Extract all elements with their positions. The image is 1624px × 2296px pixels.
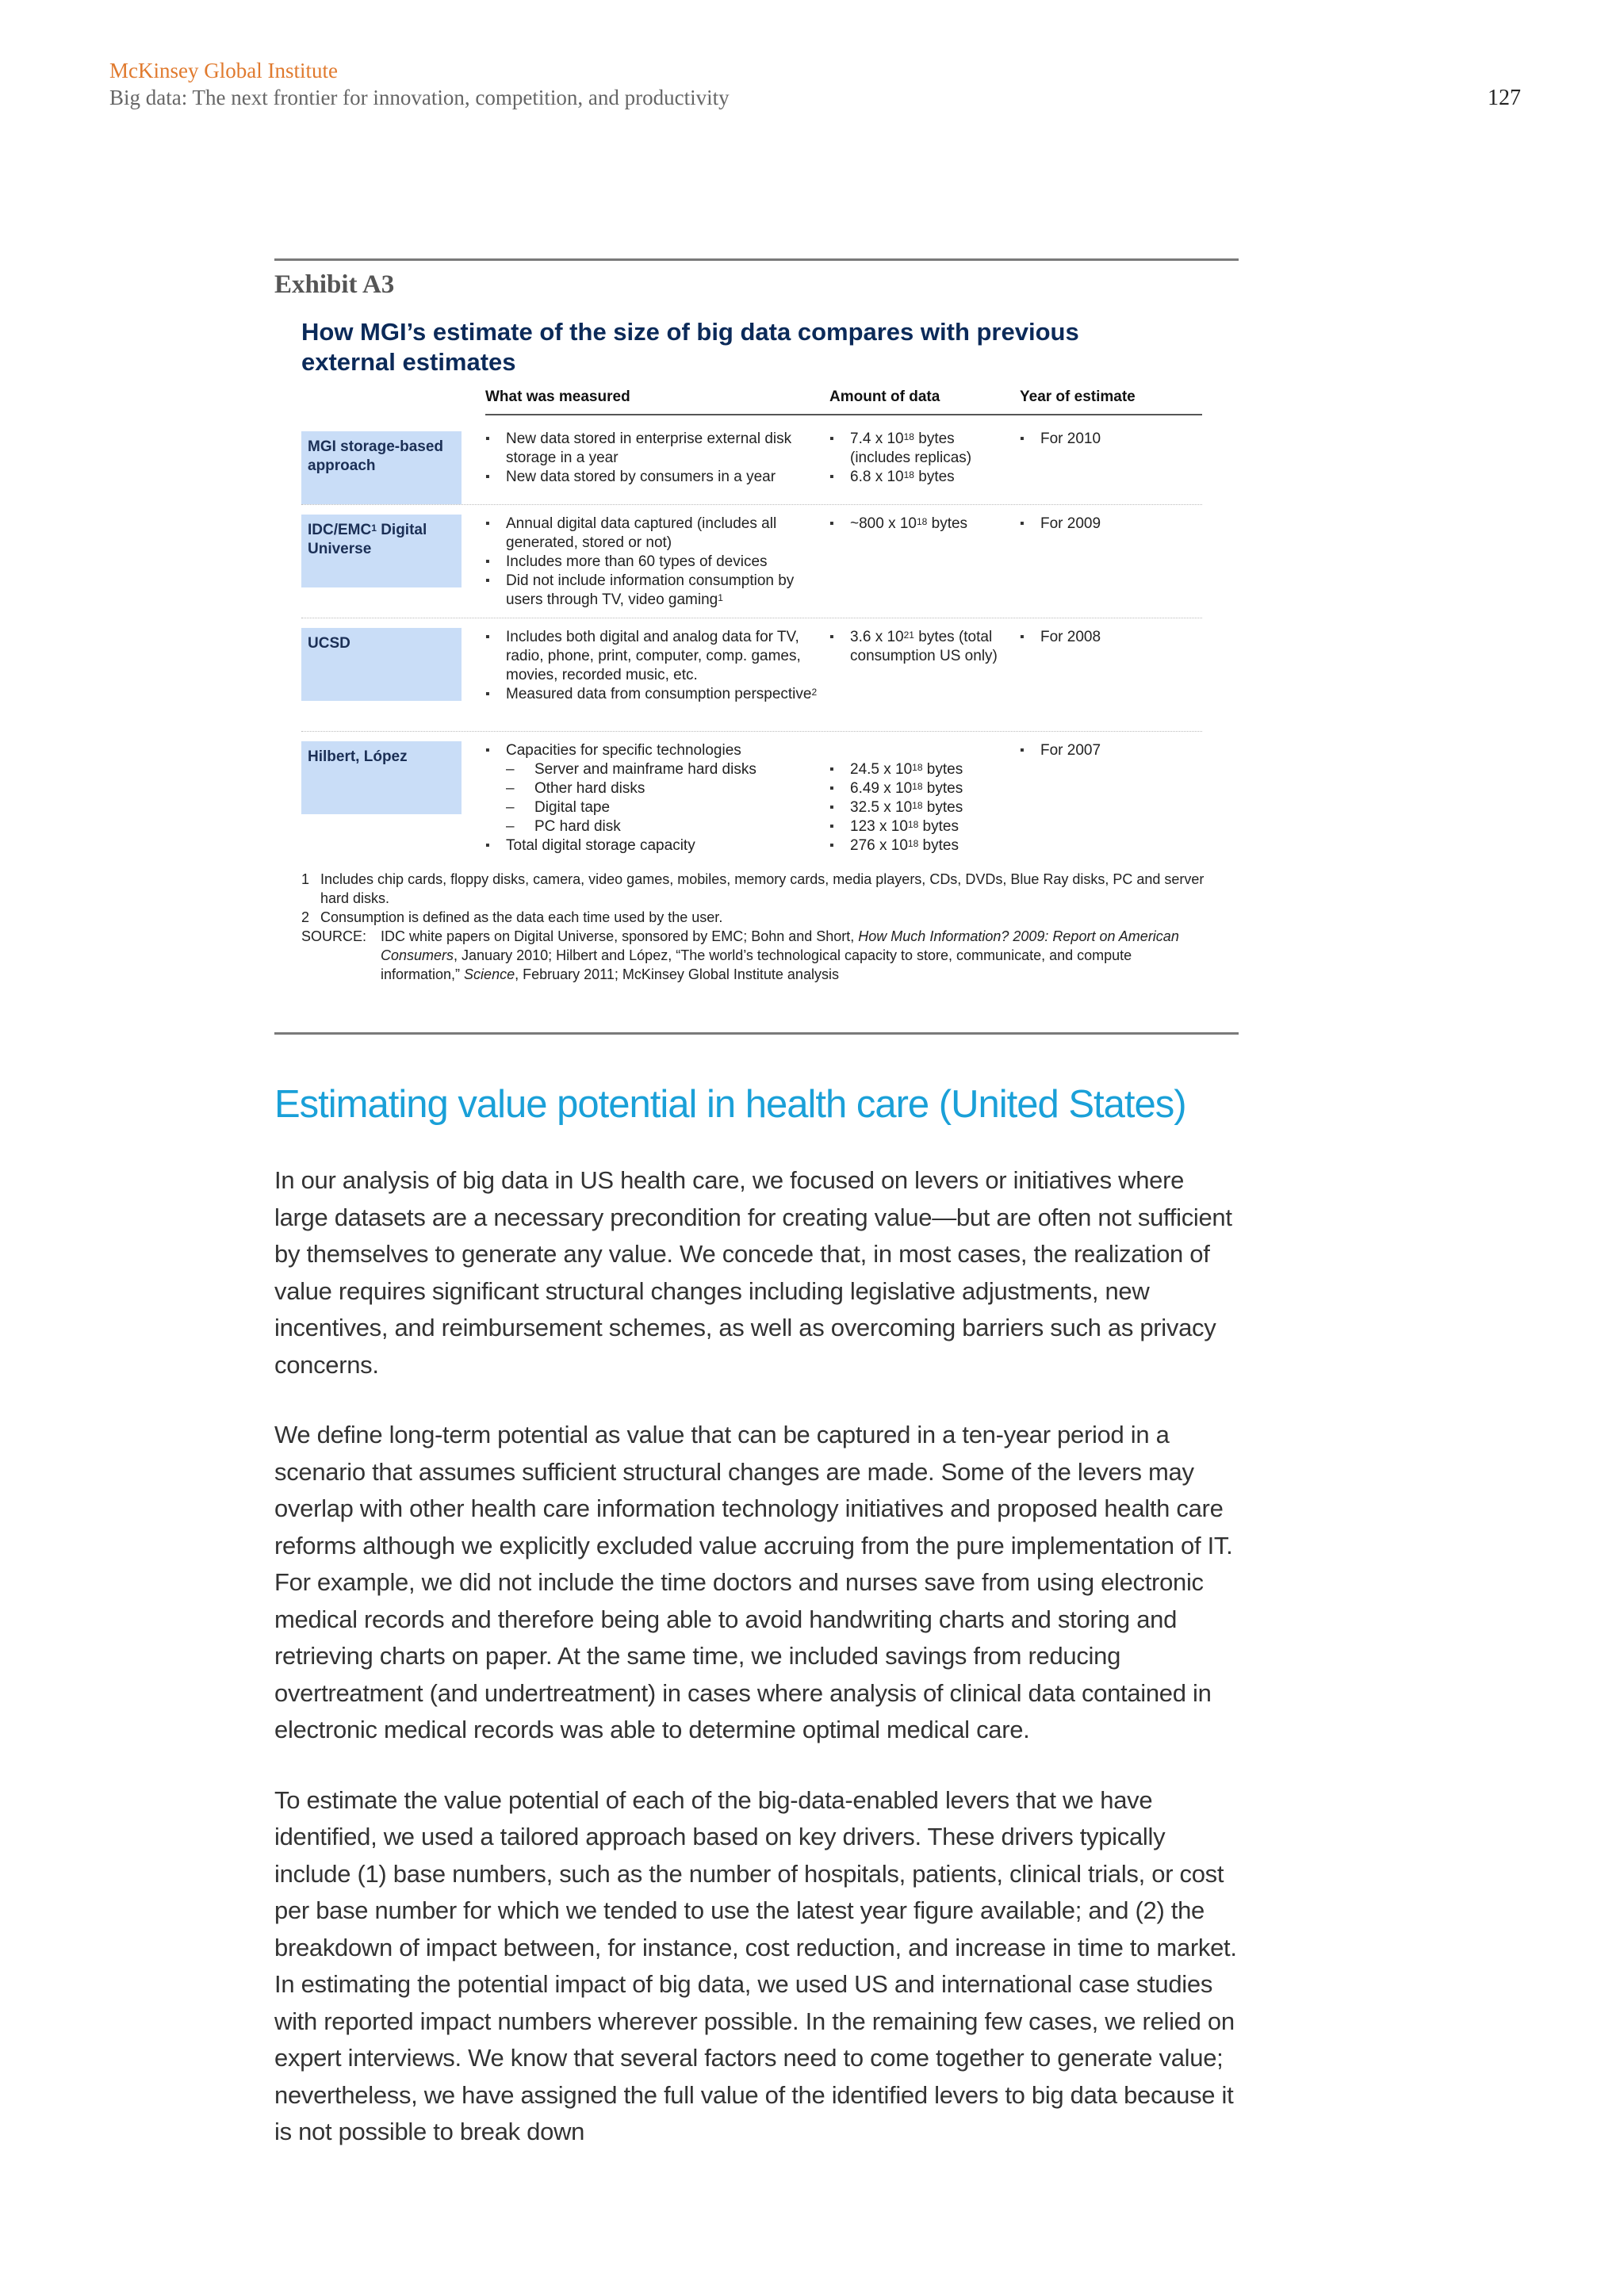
amount-cell: [829, 430, 1012, 487]
section-heading: Estimating value potential in health care (United States): [274, 1083, 1186, 1126]
footnote-2: 2 Consumption is defined as the data each time used by the user.: [301, 909, 723, 925]
table-row-hilbert-lopez: [301, 732, 1202, 860]
column-header-amount: Amount of data: [829, 388, 940, 405]
publisher-name: McKinsey Global Institute: [109, 59, 338, 82]
what-measured-cell: [485, 430, 818, 487]
list-item: ▪ New data stored by consumers in a year: [485, 468, 818, 487]
year-cell: [1020, 430, 1194, 449]
exhibit-title: How MGI’s estimate of the size of big data compares with previous external estimates: [301, 318, 1079, 376]
column-header-year: Year of estimate: [1020, 388, 1136, 405]
sub-list-item: – PC hard disk: [485, 817, 818, 836]
list-item: ▪ For 2007: [1020, 741, 1194, 760]
list-item: ▪ 123 x $10^{18}$ bytes: [829, 817, 1012, 836]
list-item: ▪ 24.5 x $10^{18}$ bytes: [829, 760, 1012, 779]
year-cell: [1020, 741, 1194, 760]
list-item: ▪ 32.5 x $10^{18}$ bytes: [829, 798, 1012, 817]
exhibit-a3: [274, 258, 1239, 984]
what-measured-cell: [485, 515, 818, 610]
amount-cell: [829, 515, 1012, 534]
table-row-idc-emc: [301, 505, 1202, 618]
paragraph: To estimate the value potential of each of the big-data-enabled levers that we have identified, we used a tailored approach based on key drivers. These drivers typically include (1) base numbers, such as the number of hospitals, patients, clinical trials, or cost per base number for which we tended to use the latest year figure available; and (2) the breakdown of impact between, for instance, cost reduction, and increase in time to market. In estimating the potential impact of big data, we used US and international case studies with reported impact numbers wherever possible. In the remaining few cases, we relied on expert interviews. We know that several factors need to come together to generate value; nevertheless, we have assigned the full value of the identified levers to big data because it is not possible to break down: [274, 1785, 1237, 2145]
source-note: SOURCE: IDC white papers on Digital Universe, sponsored by EMC; Bohn and Short, How Much Information? 2009: Report on American Consumers, January 2010; Hilbert and López, “The world’s technological capacity to store, communicate, and compute information,” Science, February 2011; McKinsey Global Institute analysis: [301, 928, 1179, 982]
list-item: ▪ Measured data from consumption perspective$^2$: [485, 685, 818, 704]
year-cell: [1020, 515, 1194, 534]
list-item: ▪ Annual digital data captured (includes all generated, stored or not): [485, 515, 818, 553]
sub-list-item: – Digital tape: [485, 798, 818, 817]
list-item: ▪ 276 x $10^{18}$ bytes: [829, 836, 1012, 855]
list-item: ▪ 3.6 x $10^{21}$ bytes (total consumption US only): [829, 628, 1012, 666]
list-item: ▪ 6.49 x $10^{18}$ bytes: [829, 779, 1012, 798]
paragraph: We define long-term potential as value that can be captured in a ten-year period in a scenario that assumes sufficient structural changes are made. Some of the levers may overlap with other health care information technology initiatives and proposed health care reforms although we explicitly excluded value accruing from the pure implementation of IT. For example, we did not include the time doctors and nurses save from using electronic medical records and therefore being able to avoid handwriting charts and storing and retrieving charts on paper. At the same time, we included savings from reducing overtreatment (and undertreatment) in cases where analysis of clinical data contained in electronic medical records was able to determine optimal medical care.: [274, 1421, 1233, 1743]
row-label: MGI storage-based approach: [301, 431, 462, 504]
table-row-mgi: [301, 415, 1202, 505]
sub-list-item: – Other hard disks: [485, 779, 818, 798]
column-header-what: What was measured: [485, 388, 630, 405]
body-text: [274, 1162, 1242, 2184]
exhibit-top-rule: [274, 258, 1239, 261]
what-measured-cell: [485, 741, 818, 855]
exhibit-footnotes: [301, 870, 1205, 984]
list-item: ▪ Includes both digital and analog data for TV, radio, phone, print, computer, comp. games, movies, recorded music, etc.: [485, 628, 818, 685]
list-item: ▪ ~800 x $10^{18}$ bytes: [829, 515, 1012, 534]
page-number: 127: [1488, 86, 1521, 110]
running-head: [109, 57, 1521, 111]
list-item: ▪ Capacities for specific technologies: [485, 741, 818, 760]
paragraph: In our analysis of big data in US health care, we focused on levers or initiatives where large datasets are a necessary precondition for creating value—but are often not sufficient by themselves to generate any value. We concede that, in most cases, the realization of value requires significant structural changes including legislative adjustments, new incentives, and reimbursement schemes, as well as overcoming barriers such as privacy concerns.: [274, 1166, 1232, 1379]
what-measured-cell: [485, 628, 818, 704]
table-header: [485, 388, 1202, 415]
table-row-ucsd: [301, 618, 1202, 732]
exhibit-bottom-rule: [274, 1032, 1239, 1035]
amount-cell: [829, 760, 1012, 855]
footnote-1: 1 Includes chip cards, floppy disks, camera, video games, mobiles, memory cards, media players, CDs, DVDs, Blue Ray disks, PC and server hard disks.: [301, 871, 1205, 906]
list-item: ▪ For 2008: [1020, 628, 1194, 647]
exhibit-label: Exhibit A3: [274, 270, 395, 299]
row-label: Hilbert, López: [301, 741, 462, 814]
list-item: ▪ Did not include information consumption by users through TV, video gaming$^1$: [485, 572, 818, 610]
comparison-table: [301, 388, 1202, 860]
year-cell: [1020, 628, 1194, 647]
list-item: ▪ New data stored in enterprise external disk storage in a year: [485, 430, 818, 468]
list-item: ▪ Total digital storage capacity: [485, 836, 818, 855]
amount-cell: [829, 628, 1012, 666]
row-label: IDC/EMC$^1$ Digital Universe: [301, 515, 462, 587]
list-item: ▪ Includes more than 60 types of devices: [485, 553, 818, 572]
list-item: ▪ 6.8 x $10^{18}$ bytes: [829, 468, 1012, 487]
report-title: Big data: The next frontier for innovation, competition, and productivity: [109, 86, 730, 109]
list-item: ▪ For 2009: [1020, 515, 1194, 534]
list-item: ▪ For 2010: [1020, 430, 1194, 449]
list-item: ▪ 7.4 x $10^{18}$ bytes (includes replicas): [829, 430, 1012, 468]
row-label: UCSD: [301, 628, 462, 701]
sub-list-item: – Server and mainframe hard disks: [485, 760, 818, 779]
